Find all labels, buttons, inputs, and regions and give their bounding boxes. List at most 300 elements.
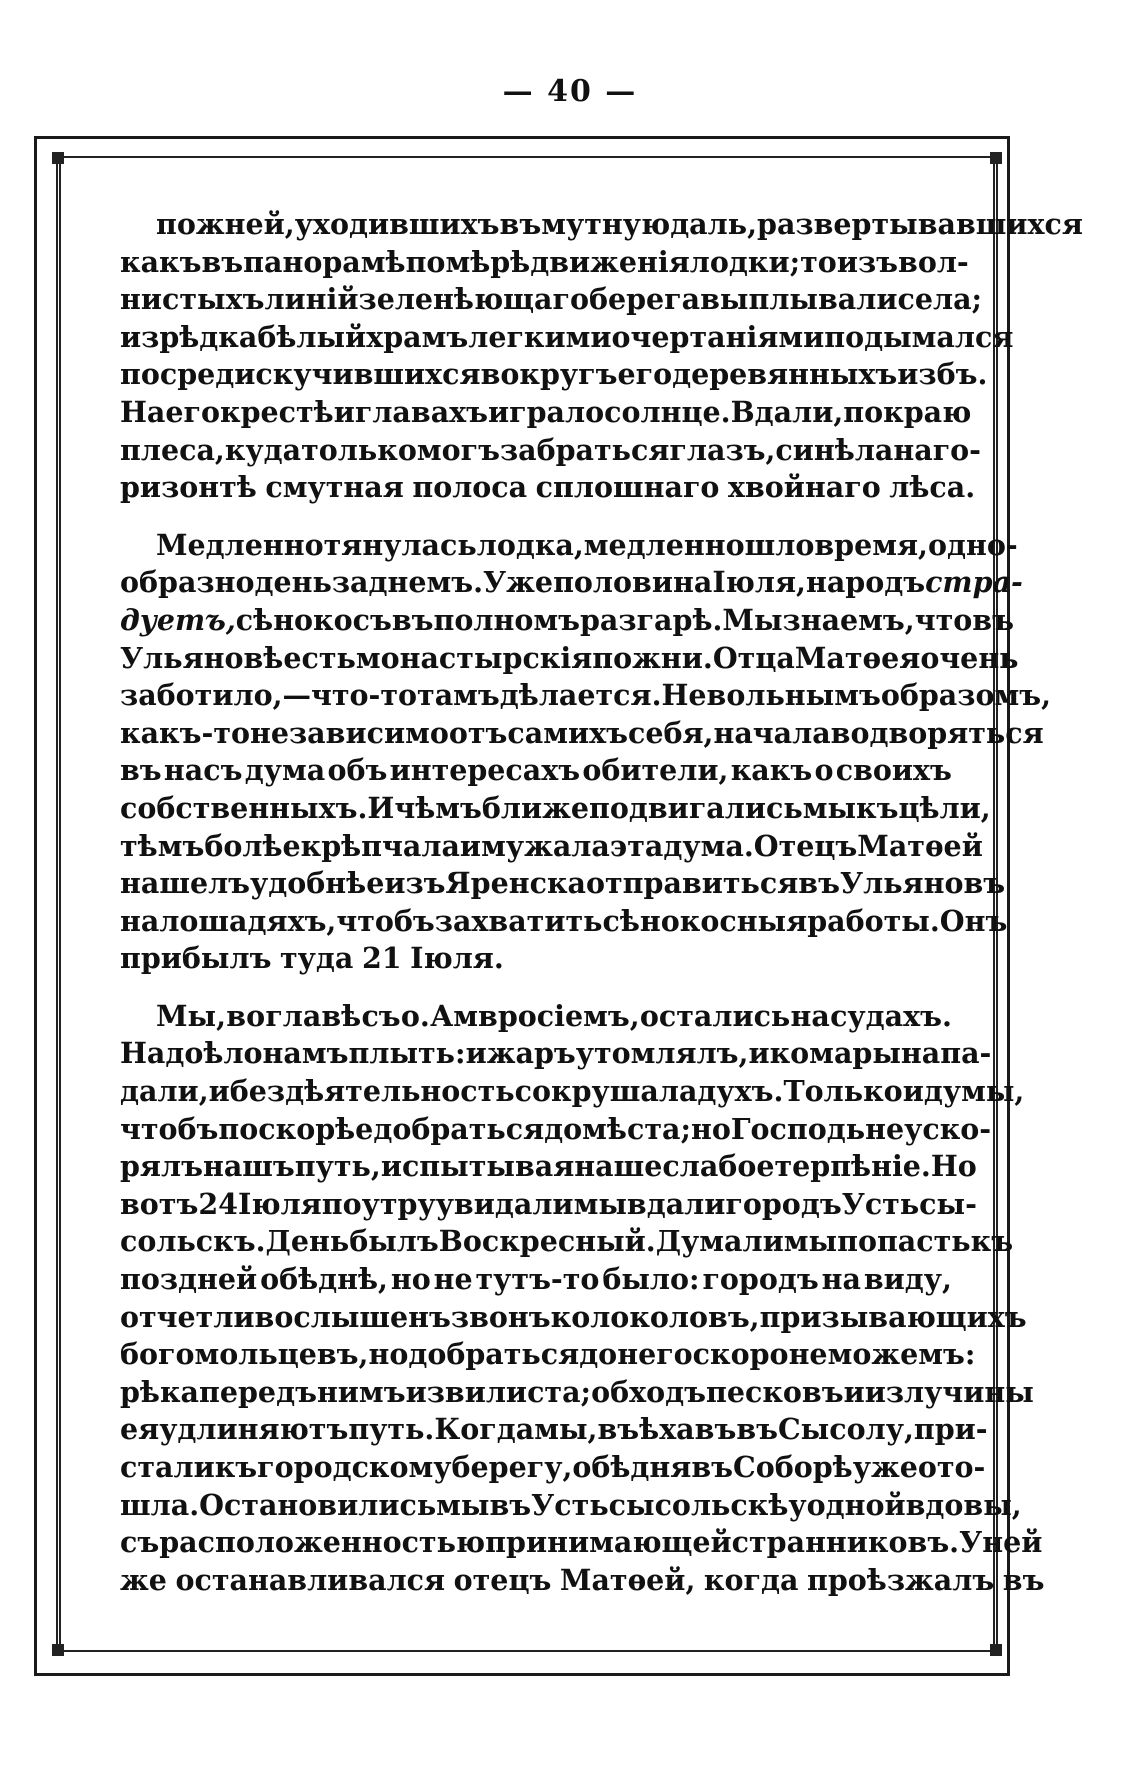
word: полномъ bbox=[433, 602, 580, 637]
word: Яренска bbox=[445, 866, 587, 901]
word: удобнѣе bbox=[250, 866, 385, 901]
word: былъ bbox=[349, 1224, 439, 1259]
text-line bbox=[120, 677, 1052, 715]
word: линій bbox=[264, 282, 359, 317]
word: Отца bbox=[712, 640, 795, 675]
word: обители, bbox=[582, 753, 729, 788]
word: го- bbox=[932, 432, 982, 467]
text-line bbox=[120, 865, 1006, 903]
word: плыть: bbox=[348, 1036, 466, 1071]
word: виду, bbox=[863, 1262, 952, 1297]
word: добраться bbox=[408, 1337, 580, 1372]
word: путь. bbox=[348, 1412, 435, 1447]
word: скучившихся bbox=[255, 357, 481, 392]
text-line bbox=[120, 1336, 976, 1374]
word: рялъ bbox=[120, 1149, 203, 1184]
word: при- bbox=[913, 1412, 988, 1447]
word: чѣмъ bbox=[394, 790, 482, 825]
word: въ bbox=[391, 602, 434, 637]
word: 21 bbox=[361, 941, 402, 976]
word: за bbox=[331, 565, 369, 600]
word: въ bbox=[120, 753, 162, 788]
word: не bbox=[865, 1111, 905, 1146]
word: берега bbox=[588, 282, 701, 317]
word: плеса, bbox=[120, 432, 225, 467]
word: мѣрѣ bbox=[445, 244, 531, 279]
word: Іюля. bbox=[410, 941, 504, 976]
word: независимо bbox=[250, 715, 449, 750]
word: увидали bbox=[435, 1186, 574, 1221]
word: только bbox=[301, 432, 417, 467]
word: Соборѣ bbox=[733, 1450, 853, 1484]
word: смутная bbox=[265, 470, 404, 505]
word: думы, bbox=[923, 1074, 1025, 1109]
text-line bbox=[120, 1524, 1043, 1562]
word: къ bbox=[970, 1224, 1014, 1259]
word: легкими bbox=[468, 319, 612, 354]
word: главахъ bbox=[354, 394, 489, 429]
text-line bbox=[120, 356, 988, 394]
word: объ bbox=[327, 753, 388, 788]
frame-corner-bottom-right bbox=[990, 1644, 1002, 1656]
word: уже bbox=[852, 1450, 918, 1484]
word: Матѳея bbox=[794, 640, 921, 675]
word: эта bbox=[609, 828, 664, 863]
word: лѣса. bbox=[889, 470, 976, 505]
text-line bbox=[120, 244, 969, 282]
word: останавливался bbox=[175, 1562, 446, 1597]
word: время, bbox=[814, 527, 928, 562]
word: ея bbox=[120, 1412, 160, 1447]
word: намъ bbox=[262, 1036, 349, 1071]
word: и bbox=[333, 394, 355, 429]
word: главѣ bbox=[265, 998, 362, 1033]
word: какъ-то bbox=[120, 715, 250, 750]
word: и bbox=[902, 1074, 924, 1109]
text-line bbox=[120, 1073, 1025, 1111]
word: духъ. bbox=[697, 1074, 784, 1109]
text-line bbox=[120, 394, 972, 432]
word: въ bbox=[201, 244, 244, 279]
word: начала bbox=[713, 715, 831, 750]
text-line bbox=[120, 1223, 1014, 1261]
word: городъ bbox=[725, 1186, 842, 1221]
word: скоро bbox=[692, 1337, 789, 1372]
word: днемъ. bbox=[368, 565, 484, 600]
word: на bbox=[790, 998, 830, 1033]
word: въ bbox=[499, 207, 542, 241]
word: Невольнымъ bbox=[661, 678, 881, 713]
word: стра- bbox=[925, 565, 1023, 600]
text-line bbox=[120, 1411, 988, 1449]
word: зеленѣющаго bbox=[358, 282, 589, 317]
word: деревянныхъ bbox=[672, 357, 898, 392]
word: странниковъ. bbox=[731, 1525, 960, 1560]
word: можемъ: bbox=[827, 1337, 976, 1372]
word: медленно bbox=[583, 527, 745, 562]
word: къ bbox=[214, 1450, 258, 1484]
word: Мы bbox=[722, 602, 783, 637]
word: туда bbox=[280, 941, 354, 976]
word: поздней bbox=[120, 1262, 258, 1297]
word: призывающихъ bbox=[759, 1299, 1027, 1334]
word: подымался bbox=[824, 319, 1014, 354]
word: Отецъ bbox=[753, 828, 858, 863]
word: утру bbox=[361, 1186, 436, 1221]
word: добраться bbox=[373, 1111, 545, 1146]
word: въ bbox=[736, 1412, 778, 1447]
word: чтобъ bbox=[120, 1111, 219, 1146]
word: очень bbox=[920, 640, 1019, 675]
word: цѣли, bbox=[898, 790, 991, 825]
word: даль, bbox=[670, 207, 758, 241]
text-line bbox=[120, 602, 1014, 640]
word: Господь bbox=[730, 1111, 866, 1146]
word: тутъ-то bbox=[475, 1262, 600, 1297]
word: въѣхавъ bbox=[597, 1412, 737, 1447]
word: день bbox=[254, 565, 332, 600]
word: хвойнаго bbox=[727, 470, 881, 505]
text-line bbox=[120, 828, 983, 866]
text-line bbox=[120, 527, 1018, 565]
word: лодки; bbox=[689, 244, 801, 279]
word: половина bbox=[553, 565, 713, 600]
word: ото- bbox=[917, 1450, 986, 1484]
text-line bbox=[120, 1487, 1022, 1525]
word: мужала bbox=[481, 828, 610, 863]
word: мѣста; bbox=[582, 1111, 691, 1146]
word: напа- bbox=[900, 1036, 992, 1071]
word: до bbox=[579, 1337, 618, 1372]
word: въ bbox=[489, 1487, 532, 1522]
word: и bbox=[208, 1074, 230, 1109]
word: что bbox=[914, 602, 973, 637]
word: заботило,—что-то bbox=[120, 678, 418, 713]
word: Ульяновъ bbox=[839, 866, 1006, 901]
word: развертывавшихся bbox=[757, 207, 1083, 241]
word: На bbox=[120, 394, 166, 429]
word: отецъ bbox=[453, 1562, 552, 1597]
word: на bbox=[120, 903, 160, 938]
word: самихъ bbox=[507, 715, 628, 750]
paragraph bbox=[120, 527, 1052, 978]
word: Устьсысольскѣ bbox=[531, 1487, 789, 1522]
word: наше bbox=[574, 1149, 663, 1184]
word: Іюля bbox=[238, 1186, 322, 1221]
word: дума bbox=[244, 753, 326, 788]
word: обѣдня bbox=[572, 1450, 692, 1484]
word: полоса bbox=[412, 470, 528, 505]
word: движенія bbox=[530, 244, 690, 279]
word: солнце. bbox=[604, 394, 731, 429]
word: есть bbox=[283, 640, 356, 675]
word: глазъ, bbox=[669, 432, 776, 467]
word: пожни. bbox=[592, 640, 713, 675]
word: у bbox=[788, 1487, 807, 1522]
word: вокругъ bbox=[480, 357, 618, 392]
word: когда bbox=[703, 1562, 799, 1597]
word: Ульяновѣ bbox=[120, 640, 284, 675]
word: очертаніями bbox=[611, 319, 825, 354]
word: вотъ bbox=[120, 1186, 199, 1221]
paragraph bbox=[120, 998, 1045, 1600]
word: нашелъ bbox=[120, 866, 251, 901]
word: сплошнаго bbox=[535, 470, 720, 505]
word: тянулась bbox=[323, 527, 477, 562]
word: городъ bbox=[702, 1262, 819, 1297]
word: крестѣ bbox=[220, 394, 334, 429]
word: какъ bbox=[730, 753, 813, 788]
word: рѣка bbox=[120, 1374, 200, 1409]
word: синѣла bbox=[775, 432, 894, 467]
paragraph bbox=[120, 206, 1083, 507]
word: было: bbox=[602, 1262, 700, 1297]
word: Но bbox=[930, 1149, 977, 1184]
word: то bbox=[800, 244, 837, 279]
word: жаръ bbox=[486, 1036, 576, 1071]
text-line bbox=[120, 1148, 977, 1186]
text-line bbox=[120, 469, 976, 507]
frame-corner-bottom-left bbox=[52, 1644, 64, 1656]
word: излучины bbox=[864, 1374, 1034, 1409]
word: образно bbox=[120, 565, 255, 600]
word: какъ bbox=[120, 244, 202, 279]
word: утомлялъ, bbox=[575, 1036, 749, 1071]
word: сокрушала bbox=[514, 1074, 698, 1109]
word: Медленно bbox=[156, 527, 324, 562]
word: народъ bbox=[805, 565, 926, 600]
word: мы bbox=[573, 1186, 627, 1221]
text-line bbox=[120, 1261, 952, 1299]
word: обѣднѣ, bbox=[260, 1262, 388, 1297]
word: Когда bbox=[434, 1412, 535, 1447]
word: не bbox=[788, 1337, 828, 1372]
word: по bbox=[405, 244, 446, 279]
word: Матѳей bbox=[857, 828, 983, 863]
word: День bbox=[265, 1224, 350, 1259]
word: удлиняютъ bbox=[159, 1412, 349, 1447]
word: краю bbox=[883, 394, 972, 429]
word: и bbox=[843, 1374, 865, 1409]
word: къ bbox=[856, 790, 899, 825]
word: дѣлается. bbox=[499, 678, 662, 713]
word: поскорѣе bbox=[218, 1111, 374, 1146]
word: изъ bbox=[384, 866, 446, 901]
text-line bbox=[120, 319, 1014, 357]
word: подвигались bbox=[589, 790, 803, 825]
word: Воскресный. bbox=[438, 1224, 656, 1259]
word: слабое bbox=[662, 1149, 775, 1184]
word: играло bbox=[488, 394, 605, 429]
word: храмъ bbox=[366, 319, 469, 354]
word: тѣмъ bbox=[120, 828, 205, 863]
word: передъ bbox=[199, 1374, 317, 1409]
word: Уже bbox=[483, 565, 554, 600]
word: же bbox=[120, 1562, 167, 1597]
word: лодка, bbox=[476, 527, 584, 562]
word: чтобъ bbox=[336, 903, 435, 938]
word: И bbox=[367, 790, 395, 825]
word: сѣнокосъ bbox=[235, 602, 392, 637]
word: Іюля, bbox=[712, 565, 806, 600]
word: избъ. bbox=[897, 357, 988, 392]
word: слышенъ bbox=[293, 1299, 451, 1334]
word: но bbox=[390, 1262, 431, 1297]
word: стали bbox=[120, 1450, 215, 1484]
word: мы, bbox=[534, 1412, 598, 1447]
word: путь, bbox=[294, 1149, 381, 1184]
word: попасть bbox=[837, 1224, 971, 1259]
word: могъ bbox=[416, 432, 500, 467]
word: изрѣдка bbox=[120, 319, 258, 354]
word: во bbox=[226, 998, 266, 1033]
word: одно- bbox=[927, 527, 1018, 562]
word: песковъ bbox=[705, 1374, 844, 1409]
word: на bbox=[893, 432, 933, 467]
frame-corner-top-right bbox=[990, 152, 1002, 164]
word: сольскъ. bbox=[120, 1224, 266, 1259]
word: о. bbox=[400, 998, 430, 1033]
word: образомъ, bbox=[880, 678, 1052, 713]
word: въ bbox=[691, 1450, 734, 1484]
word: шла. bbox=[120, 1487, 200, 1522]
text-line bbox=[120, 1449, 986, 1487]
word: городскому bbox=[257, 1450, 452, 1484]
word: не bbox=[433, 1262, 473, 1297]
word: проѣзжалъ bbox=[807, 1562, 995, 1597]
word: и bbox=[465, 1036, 487, 1071]
text-line bbox=[120, 640, 1019, 678]
word: знаемъ, bbox=[782, 602, 915, 637]
word: Думали bbox=[655, 1224, 784, 1259]
text-line bbox=[120, 715, 1044, 753]
text-line bbox=[120, 206, 1083, 244]
word: бѣлый bbox=[257, 319, 367, 354]
word: себя, bbox=[627, 715, 714, 750]
word: расположенностью bbox=[159, 1525, 486, 1560]
word: нашъ bbox=[202, 1149, 295, 1184]
word: и bbox=[459, 828, 482, 863]
word: ризонтѣ bbox=[120, 470, 257, 505]
page-number: — 40 — bbox=[502, 74, 638, 109]
word: въ bbox=[972, 602, 1014, 637]
word: Онъ bbox=[939, 903, 1008, 938]
word: остались bbox=[639, 998, 791, 1033]
word: Вдали, bbox=[730, 394, 844, 429]
word: въ bbox=[798, 866, 840, 901]
word: собственныхъ. bbox=[120, 790, 368, 825]
word: одной bbox=[806, 1487, 906, 1522]
word: Мы, bbox=[156, 998, 227, 1033]
word: мутную bbox=[541, 207, 671, 241]
word: Матѳей, bbox=[559, 1562, 696, 1597]
text-line bbox=[120, 752, 952, 790]
word: на bbox=[821, 1262, 861, 1297]
word: мы bbox=[783, 1224, 838, 1259]
text-line bbox=[120, 1562, 1045, 1600]
text-block bbox=[120, 206, 1083, 1619]
word: вдовы, bbox=[905, 1487, 1022, 1522]
text-line bbox=[120, 998, 952, 1036]
word: своихъ bbox=[835, 753, 952, 788]
word: лошадяхъ, bbox=[159, 903, 337, 938]
word: мы bbox=[436, 1487, 490, 1522]
word: по bbox=[843, 394, 884, 429]
text-line bbox=[120, 1374, 1034, 1412]
text-line bbox=[120, 1299, 1027, 1337]
word: Надоѣло bbox=[120, 1036, 263, 1071]
word: до bbox=[544, 1111, 583, 1146]
word: берегу, bbox=[451, 1450, 573, 1484]
word: уходившихъ bbox=[294, 207, 500, 241]
word: колоколовъ, bbox=[550, 1299, 760, 1334]
word: комары bbox=[769, 1036, 901, 1071]
word: богомольцевъ, bbox=[120, 1337, 369, 1372]
word: дуетъ, bbox=[120, 602, 236, 637]
word: испытывая bbox=[380, 1149, 575, 1184]
word: крѣпчала bbox=[300, 828, 460, 863]
word: Только bbox=[783, 1074, 903, 1109]
word: Амвросіемъ, bbox=[430, 998, 640, 1033]
word: тамъ bbox=[417, 678, 500, 713]
word: панорамѣ bbox=[243, 244, 406, 279]
word: судахъ. bbox=[830, 998, 952, 1033]
word: прибылъ bbox=[120, 941, 272, 976]
word: Сысолу, bbox=[777, 1412, 914, 1447]
word: его bbox=[165, 394, 221, 429]
word: села; bbox=[897, 282, 983, 317]
word: принимающей bbox=[485, 1525, 732, 1560]
word: посреди bbox=[120, 357, 256, 392]
word: мы bbox=[802, 790, 857, 825]
word: разгарѣ. bbox=[580, 602, 723, 637]
word: терпѣніе. bbox=[774, 1149, 931, 1184]
word: Остановились bbox=[199, 1487, 437, 1522]
word: съ bbox=[120, 1525, 160, 1560]
word: уско- bbox=[904, 1111, 992, 1146]
word: нистыхъ bbox=[120, 282, 265, 317]
word: вдали bbox=[626, 1186, 726, 1221]
word: ближе bbox=[481, 790, 590, 825]
text-line bbox=[120, 432, 982, 470]
text-line bbox=[120, 903, 1008, 941]
word: отъ bbox=[448, 715, 508, 750]
text-line bbox=[120, 1111, 992, 1149]
word: но bbox=[368, 1337, 409, 1372]
text-line bbox=[120, 1035, 992, 1073]
word: него bbox=[617, 1337, 693, 1372]
word: шло bbox=[744, 527, 815, 562]
word: но bbox=[690, 1111, 731, 1146]
text-line bbox=[120, 1186, 977, 1224]
text-line bbox=[120, 790, 991, 828]
word: и bbox=[748, 1036, 770, 1071]
word: монастырскія bbox=[355, 640, 593, 675]
word: бездѣятельность bbox=[229, 1074, 515, 1109]
text-line bbox=[120, 940, 952, 978]
word: съ bbox=[361, 998, 401, 1033]
word: ней bbox=[982, 1525, 1043, 1560]
word: У bbox=[959, 1525, 983, 1560]
word: болѣе bbox=[204, 828, 301, 863]
word: изъ bbox=[836, 244, 899, 279]
word: обходъ bbox=[591, 1374, 706, 1409]
word: забраться bbox=[499, 432, 670, 467]
word: 24 bbox=[198, 1186, 239, 1221]
word: захватить bbox=[434, 903, 603, 938]
word: сѣнокосныя bbox=[602, 903, 808, 938]
word: пожней, bbox=[156, 207, 295, 241]
